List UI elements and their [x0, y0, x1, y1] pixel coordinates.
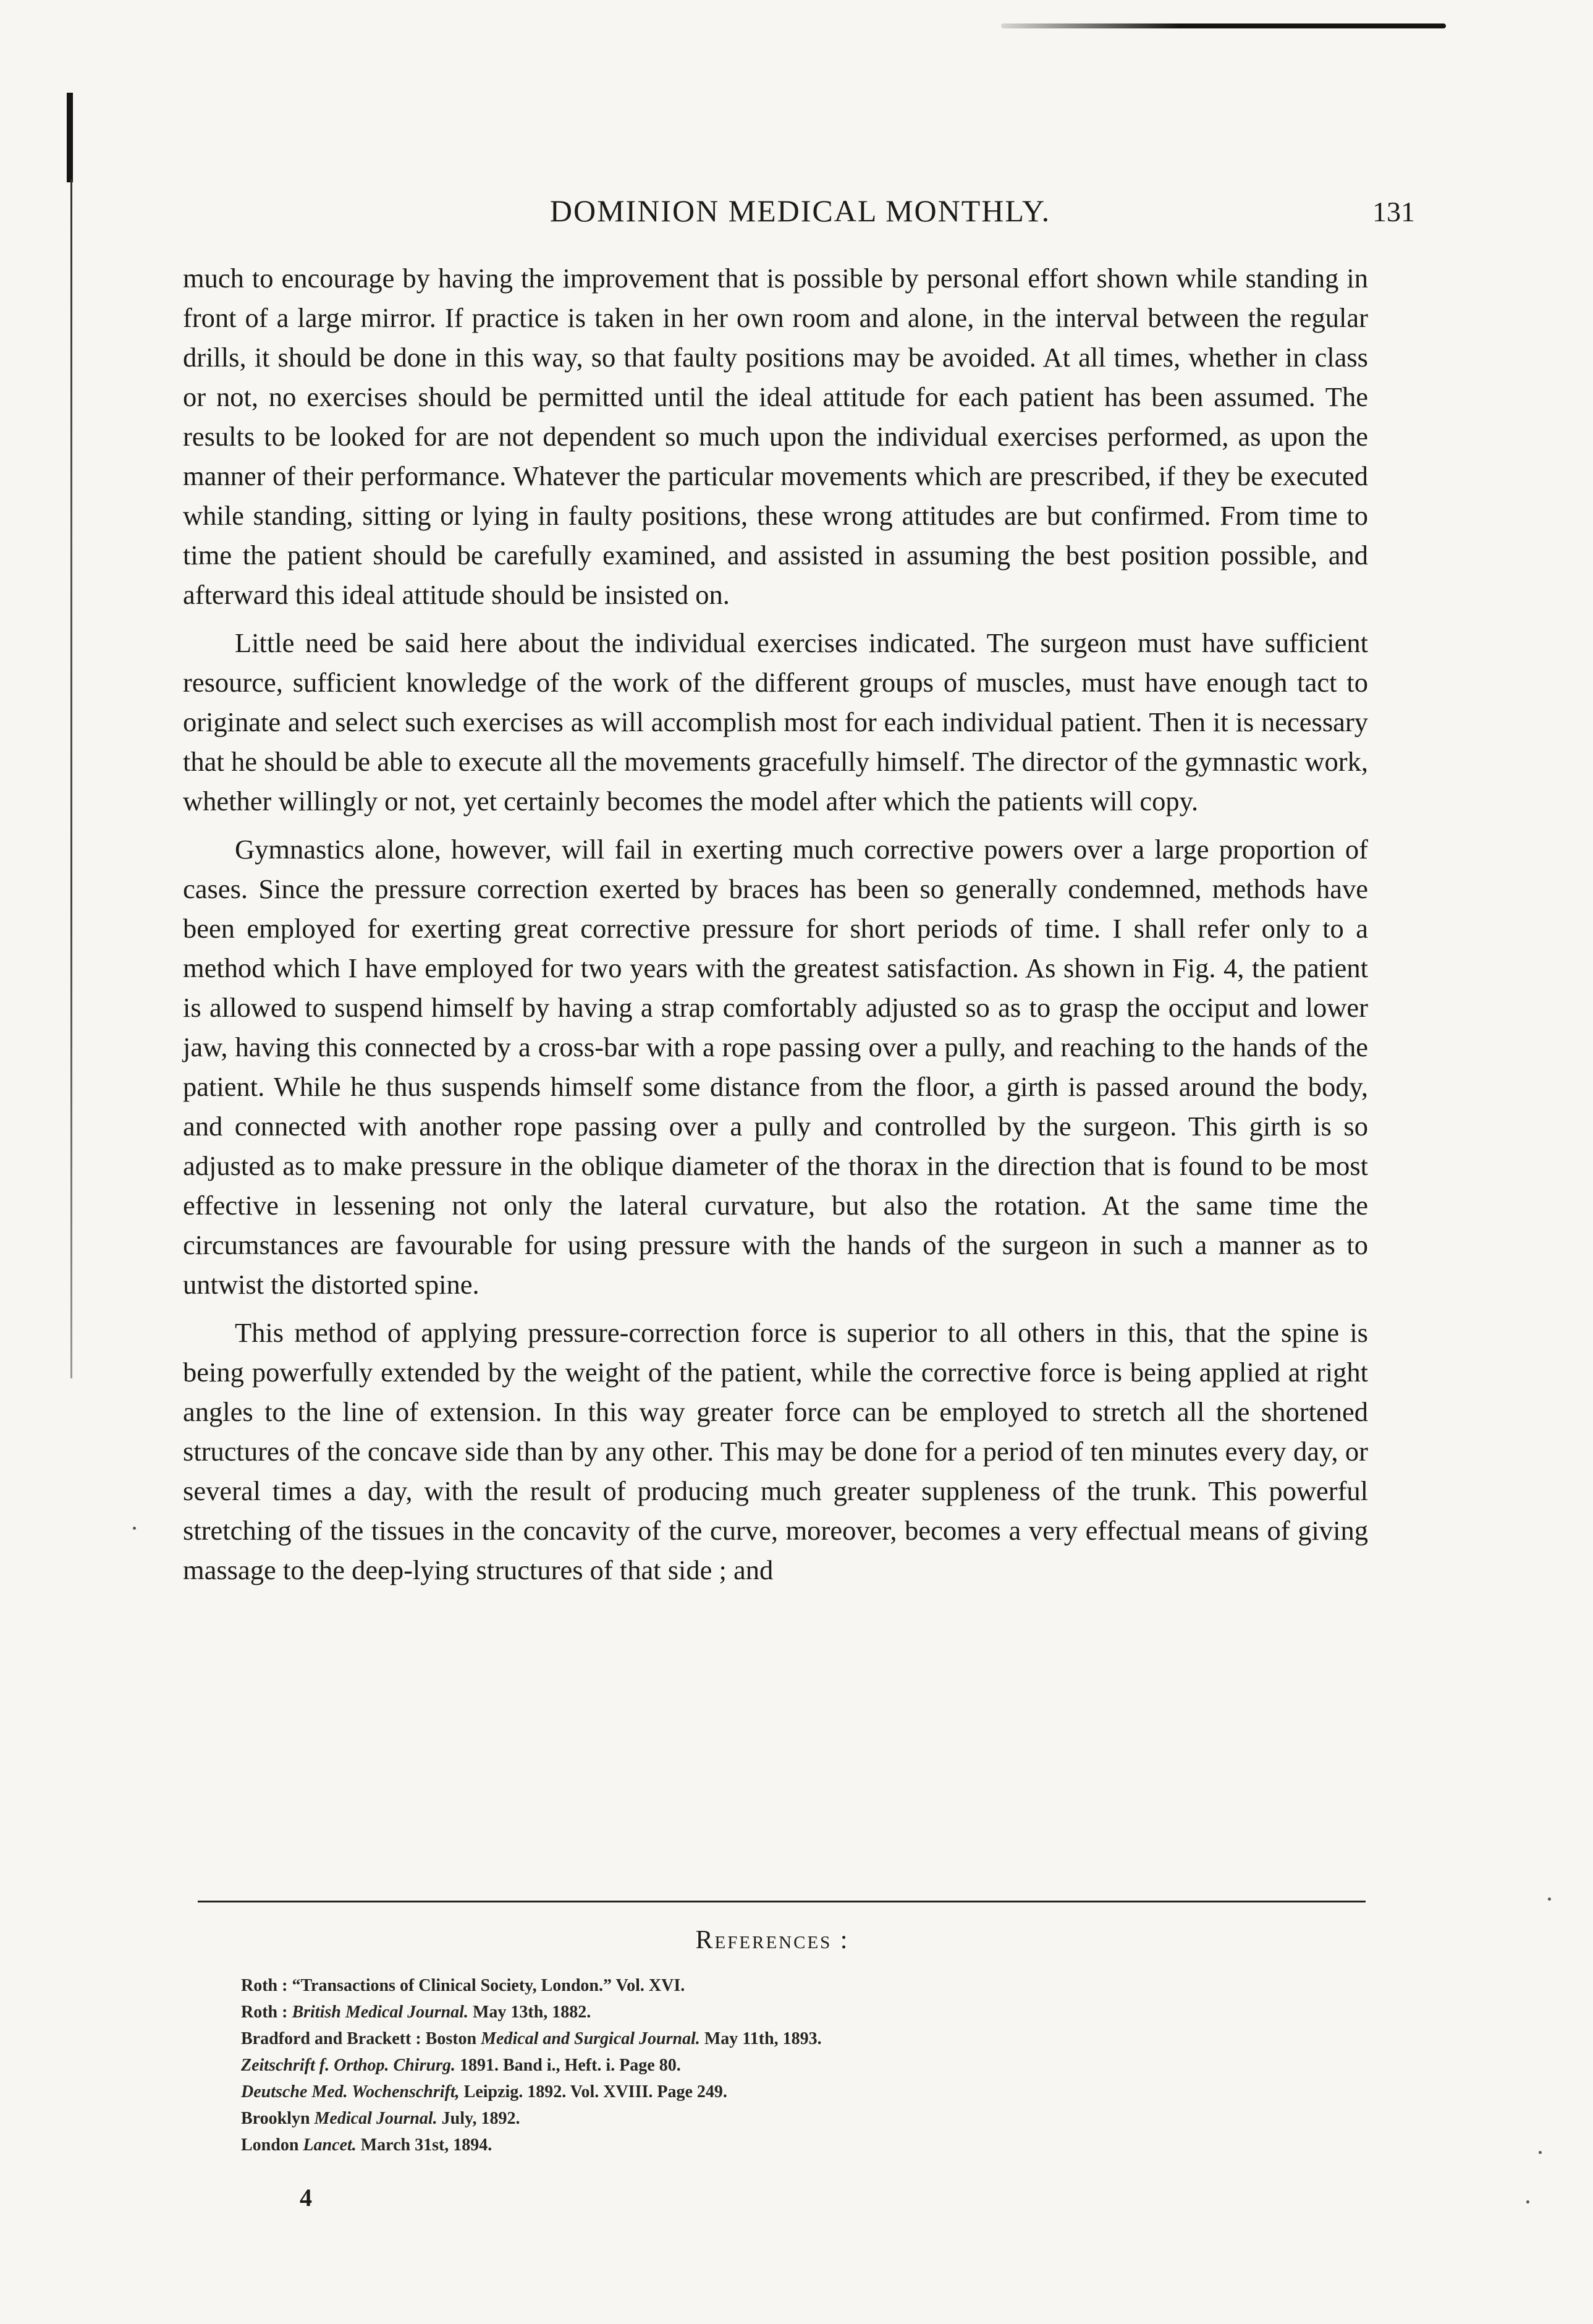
reference-item: [241, 2132, 1304, 2158]
references-heading: References :: [695, 1926, 850, 1954]
page-number: 131: [1372, 196, 1415, 227]
scan-speck: [1548, 1898, 1551, 1901]
reference-detail: 1891. Band i., Heft. i. Page 80.: [459, 2056, 681, 2075]
reference-author: London: [241, 2135, 299, 2155]
reference-item: [241, 1972, 1304, 1999]
paragraph: Gymnastics alone, however, will fail in exerting much corrective powers over a large proportion of cases. Since the pressure correction exerted by braces has been so generally condemned, methods have been employed for exerting great corrective pressure for short periods of time. I shall refer only to a method which I have employed for two years with the greatest satisfaction. As shown in Fig. 4, the patient is allowed to suspend himself by having a strap comfortably adjusted so as to grasp the occiput and lower jaw, having this connected by a cross-bar with a rope passing over a pully, and reaching to the hands of the patient. While he thus suspends himself some distance from the floor, a girth is passed around the body, and connected with another rope passing over a pully and controlled by the surgeon. This girth is so adjusted as to make pressure in the oblique diameter of the thorax in the direction that is found to be most effective in lessening not only the lateral curvature, but also the rotation. At the same time the circumstances are favourable for using pressure with the hands of the surgeon in such a manner as to untwist the distorted spine.: [183, 834, 1368, 1300]
reference-detail: July, 1892.: [441, 2109, 520, 2128]
reference-item: [241, 2025, 1304, 2052]
reference-item: [241, 2079, 1304, 2105]
paragraph: This method of applying pressure-correction force is superior to all others in this, that the spine is being powerfully extended by the weight of the patient, while the corrective force is being applied at right angles to the line of extension. In this way greater force can be employed to stretch all the shortened structures of the concave side than by any other. This may be done for a period of ten minutes every day, or several times a day, with the result of producing much greater suppleness of the trunk. This powerful stretching of the tissues in the concavity of the curve, moreover, becomes a very effectual means of giving massage to the deep-lying structures of that side ; and: [183, 1317, 1368, 1585]
references-divider: [198, 1901, 1366, 1902]
scan-speck: [1526, 2200, 1529, 2203]
reference-author: Bradford and Brackett : Boston: [241, 2029, 477, 2048]
reference-title: Lancet.: [303, 2135, 357, 2155]
scan-speck: [133, 1527, 136, 1530]
journal-title: DOMINION MEDICAL MONTHLY.: [549, 193, 1051, 228]
reference-title: British Medical Journal.: [292, 2003, 468, 2022]
reference-detail: May 13th, 1882.: [472, 2003, 591, 2022]
reference-title: Deutsche Med. Wochenschrift,: [241, 2082, 460, 2101]
reference-item: [241, 2052, 1304, 2079]
scan-left-edge-line: [70, 179, 72, 1378]
reference-item: [241, 1999, 1304, 2025]
reference-title: Zeitschrift f. Orthop. Chirurg.: [241, 2056, 455, 2075]
reference-detail: Vol. XVI.: [615, 1976, 685, 1995]
paragraph: much to encourage by having the improvement that is possible by personal effort shown while standing in front of a large mirror. If practice is taken in her own room and alone, in the interval between the regular drills, it should be done in this way, so that faulty positions may be avoided. At all times, whether in class or not, no exercises should be permitted until the ideal attitude for each patient has been assumed. The results to be looked for are not dependent so much upon the individual exercises performed, as upon the manner of their performance. Whatever the particular movements which are prescribed, if they be executed while standing, sitting or lying in faulty positions, these wrong attitudes are but confirmed. From time to time the patient should be carefully examined, and assisted in assuming the best position possible, and afterward this ideal attitude should be insisted on.: [183, 263, 1368, 610]
reference-author: Roth :: [241, 2003, 288, 2022]
running-head: [185, 193, 1415, 236]
reference-author: Roth :: [241, 1976, 288, 1995]
reference-item: [241, 2105, 1304, 2132]
reference-author: Brooklyn: [241, 2109, 310, 2128]
reference-title: “Transactions of Clinical Society, London.”: [292, 1976, 612, 1995]
scan-speck: [1539, 2151, 1542, 2154]
article-body: [183, 258, 1368, 1598]
scan-left-edge: [67, 93, 73, 182]
reference-title: Medical and Surgical Journal.: [481, 2029, 700, 2048]
paragraph: Little need be said here about the individual exercises indicated. The surgeon must have sufficient resource, sufficient knowledge of the work of the different groups of muscles, must have enough tact to originate and select such exercises as will accomplish most for each individual patient. Then it is necessary that he should be able to execute all the movements gracefully himself. The director of the gymnastic work, whether willingly or not, yet certainly becomes the model after which the patients will copy.: [183, 627, 1368, 816]
references-list: [241, 1972, 1304, 2158]
reference-detail: Leipzig. 1892. Vol. XVIII. Page 249.: [463, 2082, 727, 2101]
references-section: [241, 1925, 1304, 2158]
scan-top-rule: [1001, 23, 1446, 28]
reference-detail: March 31st, 1894.: [360, 2135, 492, 2155]
reference-detail: May 11th, 1893.: [704, 2029, 822, 2048]
signature-mark: 4: [300, 2184, 312, 2212]
reference-title: Medical Journal.: [314, 2109, 437, 2128]
